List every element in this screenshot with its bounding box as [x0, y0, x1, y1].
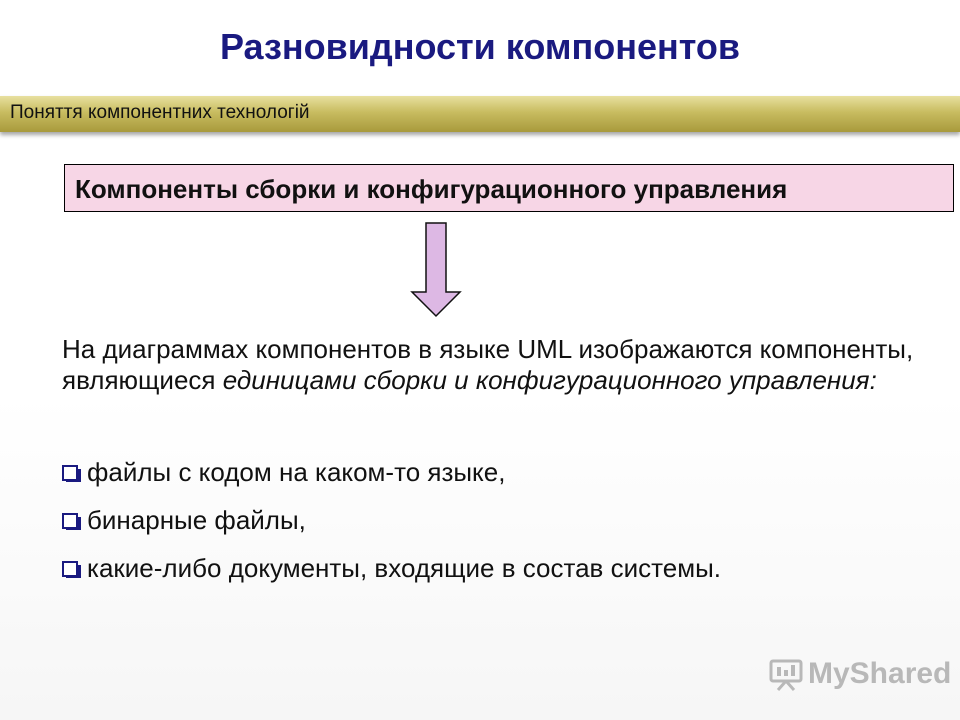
slide-title: Разновидности компонентов: [220, 26, 740, 67]
body-paragraph: [62, 334, 922, 396]
list-item: [62, 496, 922, 544]
bullet-text: какие-либо документы, входящие в состав системы.: [87, 552, 721, 583]
body-paragraph-plain: На диаграммах компонентов в языке UML изображаются компоненты, являющиеся: [62, 334, 914, 395]
presentation-board-icon: [768, 656, 804, 692]
checkbox-icon: [62, 510, 81, 530]
checkbox-icon: [62, 558, 81, 578]
list-item: [62, 544, 922, 592]
checkbox-icon: [62, 462, 81, 482]
bullet-text: файлы с кодом на каком-то языке,: [87, 456, 506, 487]
list-item: [62, 448, 922, 496]
highlight-box: [64, 164, 954, 212]
body-paragraph-italic: единицами сборки и конфигурационного управления:: [222, 365, 877, 395]
down-arrow-icon: [410, 222, 462, 318]
logo-text: MyShared: [808, 657, 952, 690]
bullet-list: [62, 448, 922, 592]
bullet-text: бинарные файлы,: [87, 504, 306, 535]
highlight-box-label: Компоненты сборки и конфигурационного управления: [75, 174, 788, 204]
section-bar-label: Поняття компонентних технологій: [10, 102, 310, 123]
section-bar: [0, 96, 960, 132]
mysared-logo[interactable]: [768, 656, 951, 692]
